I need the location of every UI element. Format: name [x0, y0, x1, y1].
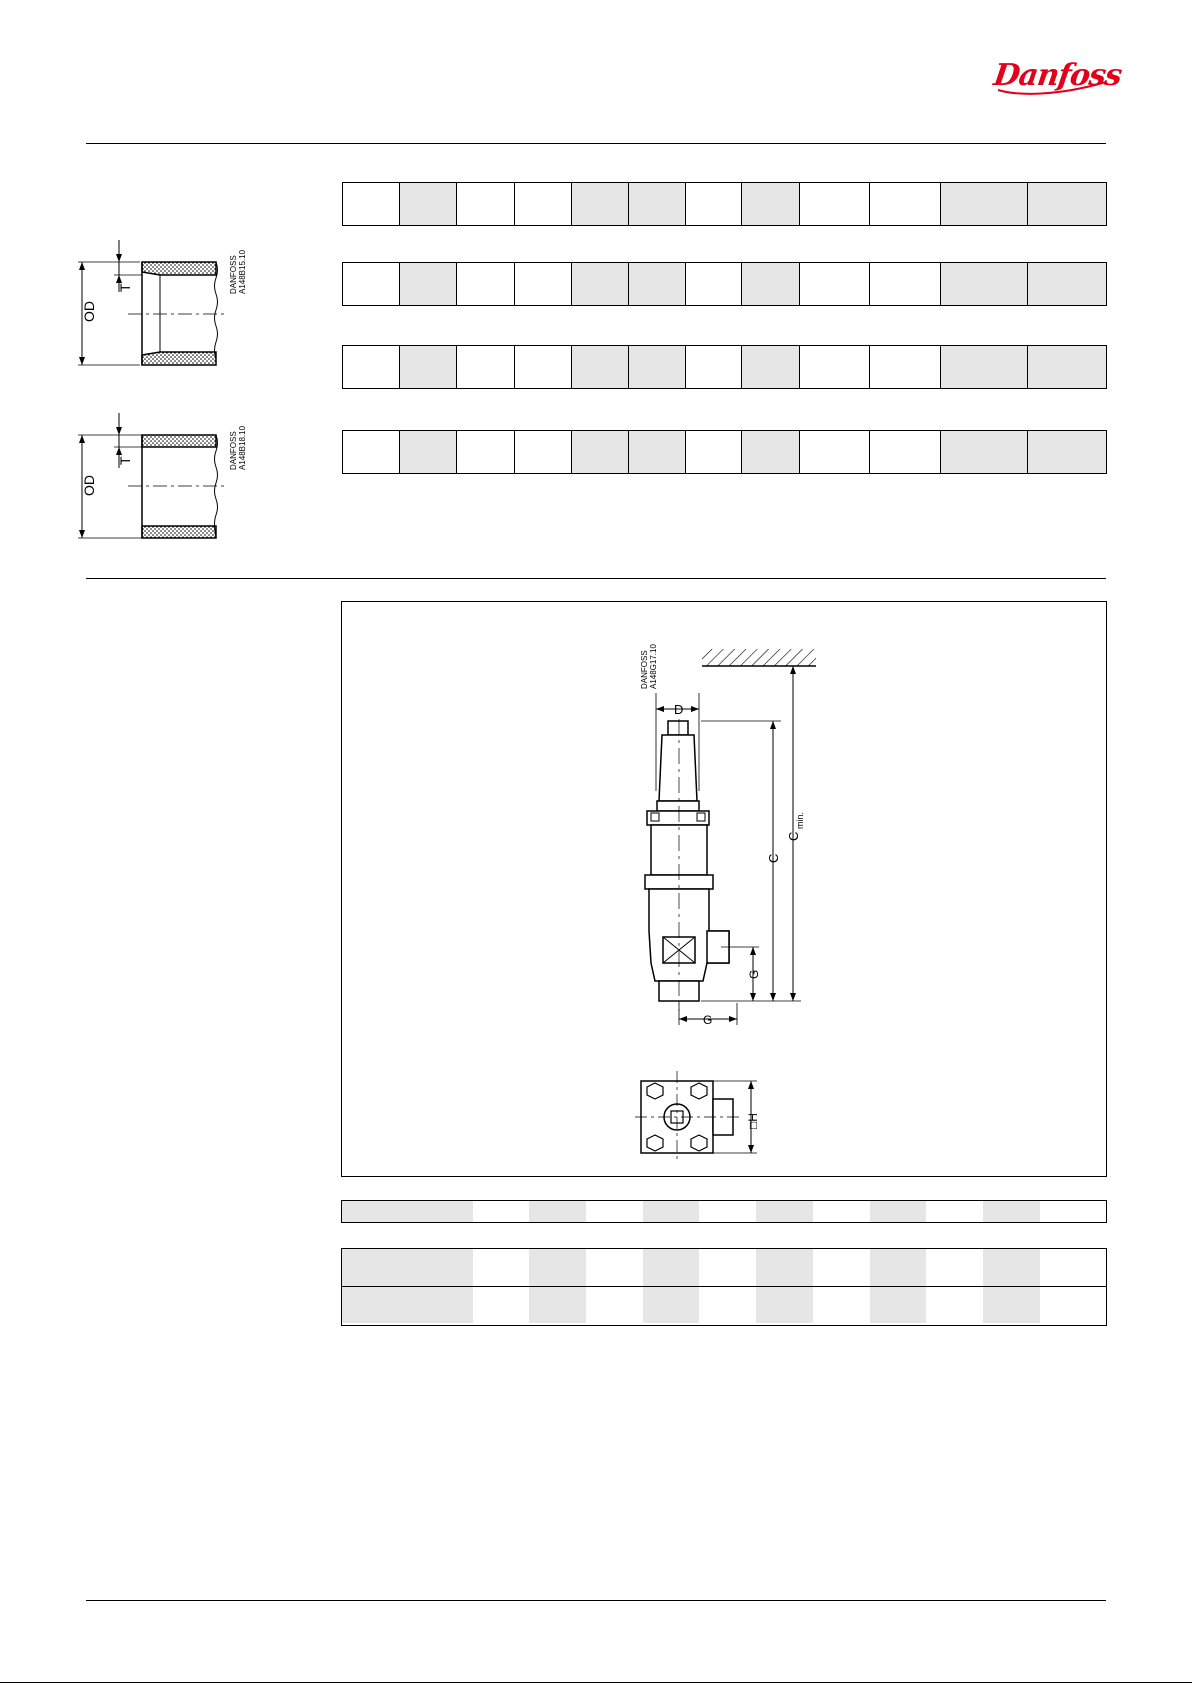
dimension-table-3 [342, 345, 1107, 389]
tube-end-drawing-2 [78, 408, 258, 543]
table-row [342, 1286, 1106, 1323]
dim-g-horizontal-label: G [703, 1013, 713, 1027]
dim-cmin-subscript: min. [795, 811, 805, 829]
od-label: OD [81, 301, 97, 322]
danfoss-logo [988, 52, 1124, 102]
header-rule [86, 143, 1106, 144]
dimension-table-2 [342, 262, 1107, 306]
drawing-code-line1: DANFOSS [229, 255, 238, 294]
od-label: OD [81, 475, 97, 496]
t-label: T [117, 456, 133, 465]
table-row [342, 1249, 1106, 1286]
dim-g-vertical-label: G [747, 969, 761, 979]
dimension-table-1 [342, 182, 1107, 226]
dim-cmin-label: C [786, 831, 801, 841]
striped-data-table [341, 1248, 1107, 1326]
footer-rule [86, 1600, 1106, 1601]
valve-drawing [341, 601, 1107, 1177]
brand-name: Danfoss [991, 58, 1124, 93]
t-label: T [117, 283, 133, 292]
dimension-table-4 [342, 430, 1107, 474]
drawing-code-line1: DANFOSS [229, 431, 238, 470]
section-rule [86, 578, 1106, 579]
striped-header-table [341, 1200, 1107, 1223]
tube-end-drawing-1 [78, 232, 258, 367]
valve-drawing-frame [341, 601, 1107, 1177]
drawing-code-line2: A148B15.10 [238, 249, 247, 294]
drawing-code-line2: A148B18.10 [238, 425, 247, 470]
dim-c-label: C [766, 853, 781, 863]
dim-d-label: D [674, 702, 684, 717]
drawing-code-line1: DANFOSS [640, 650, 649, 689]
page-bottom-rule [0, 1682, 1192, 1683]
dim-h-label: □H [746, 1113, 760, 1129]
drawing-code-line2: A148G17.10 [649, 644, 658, 689]
